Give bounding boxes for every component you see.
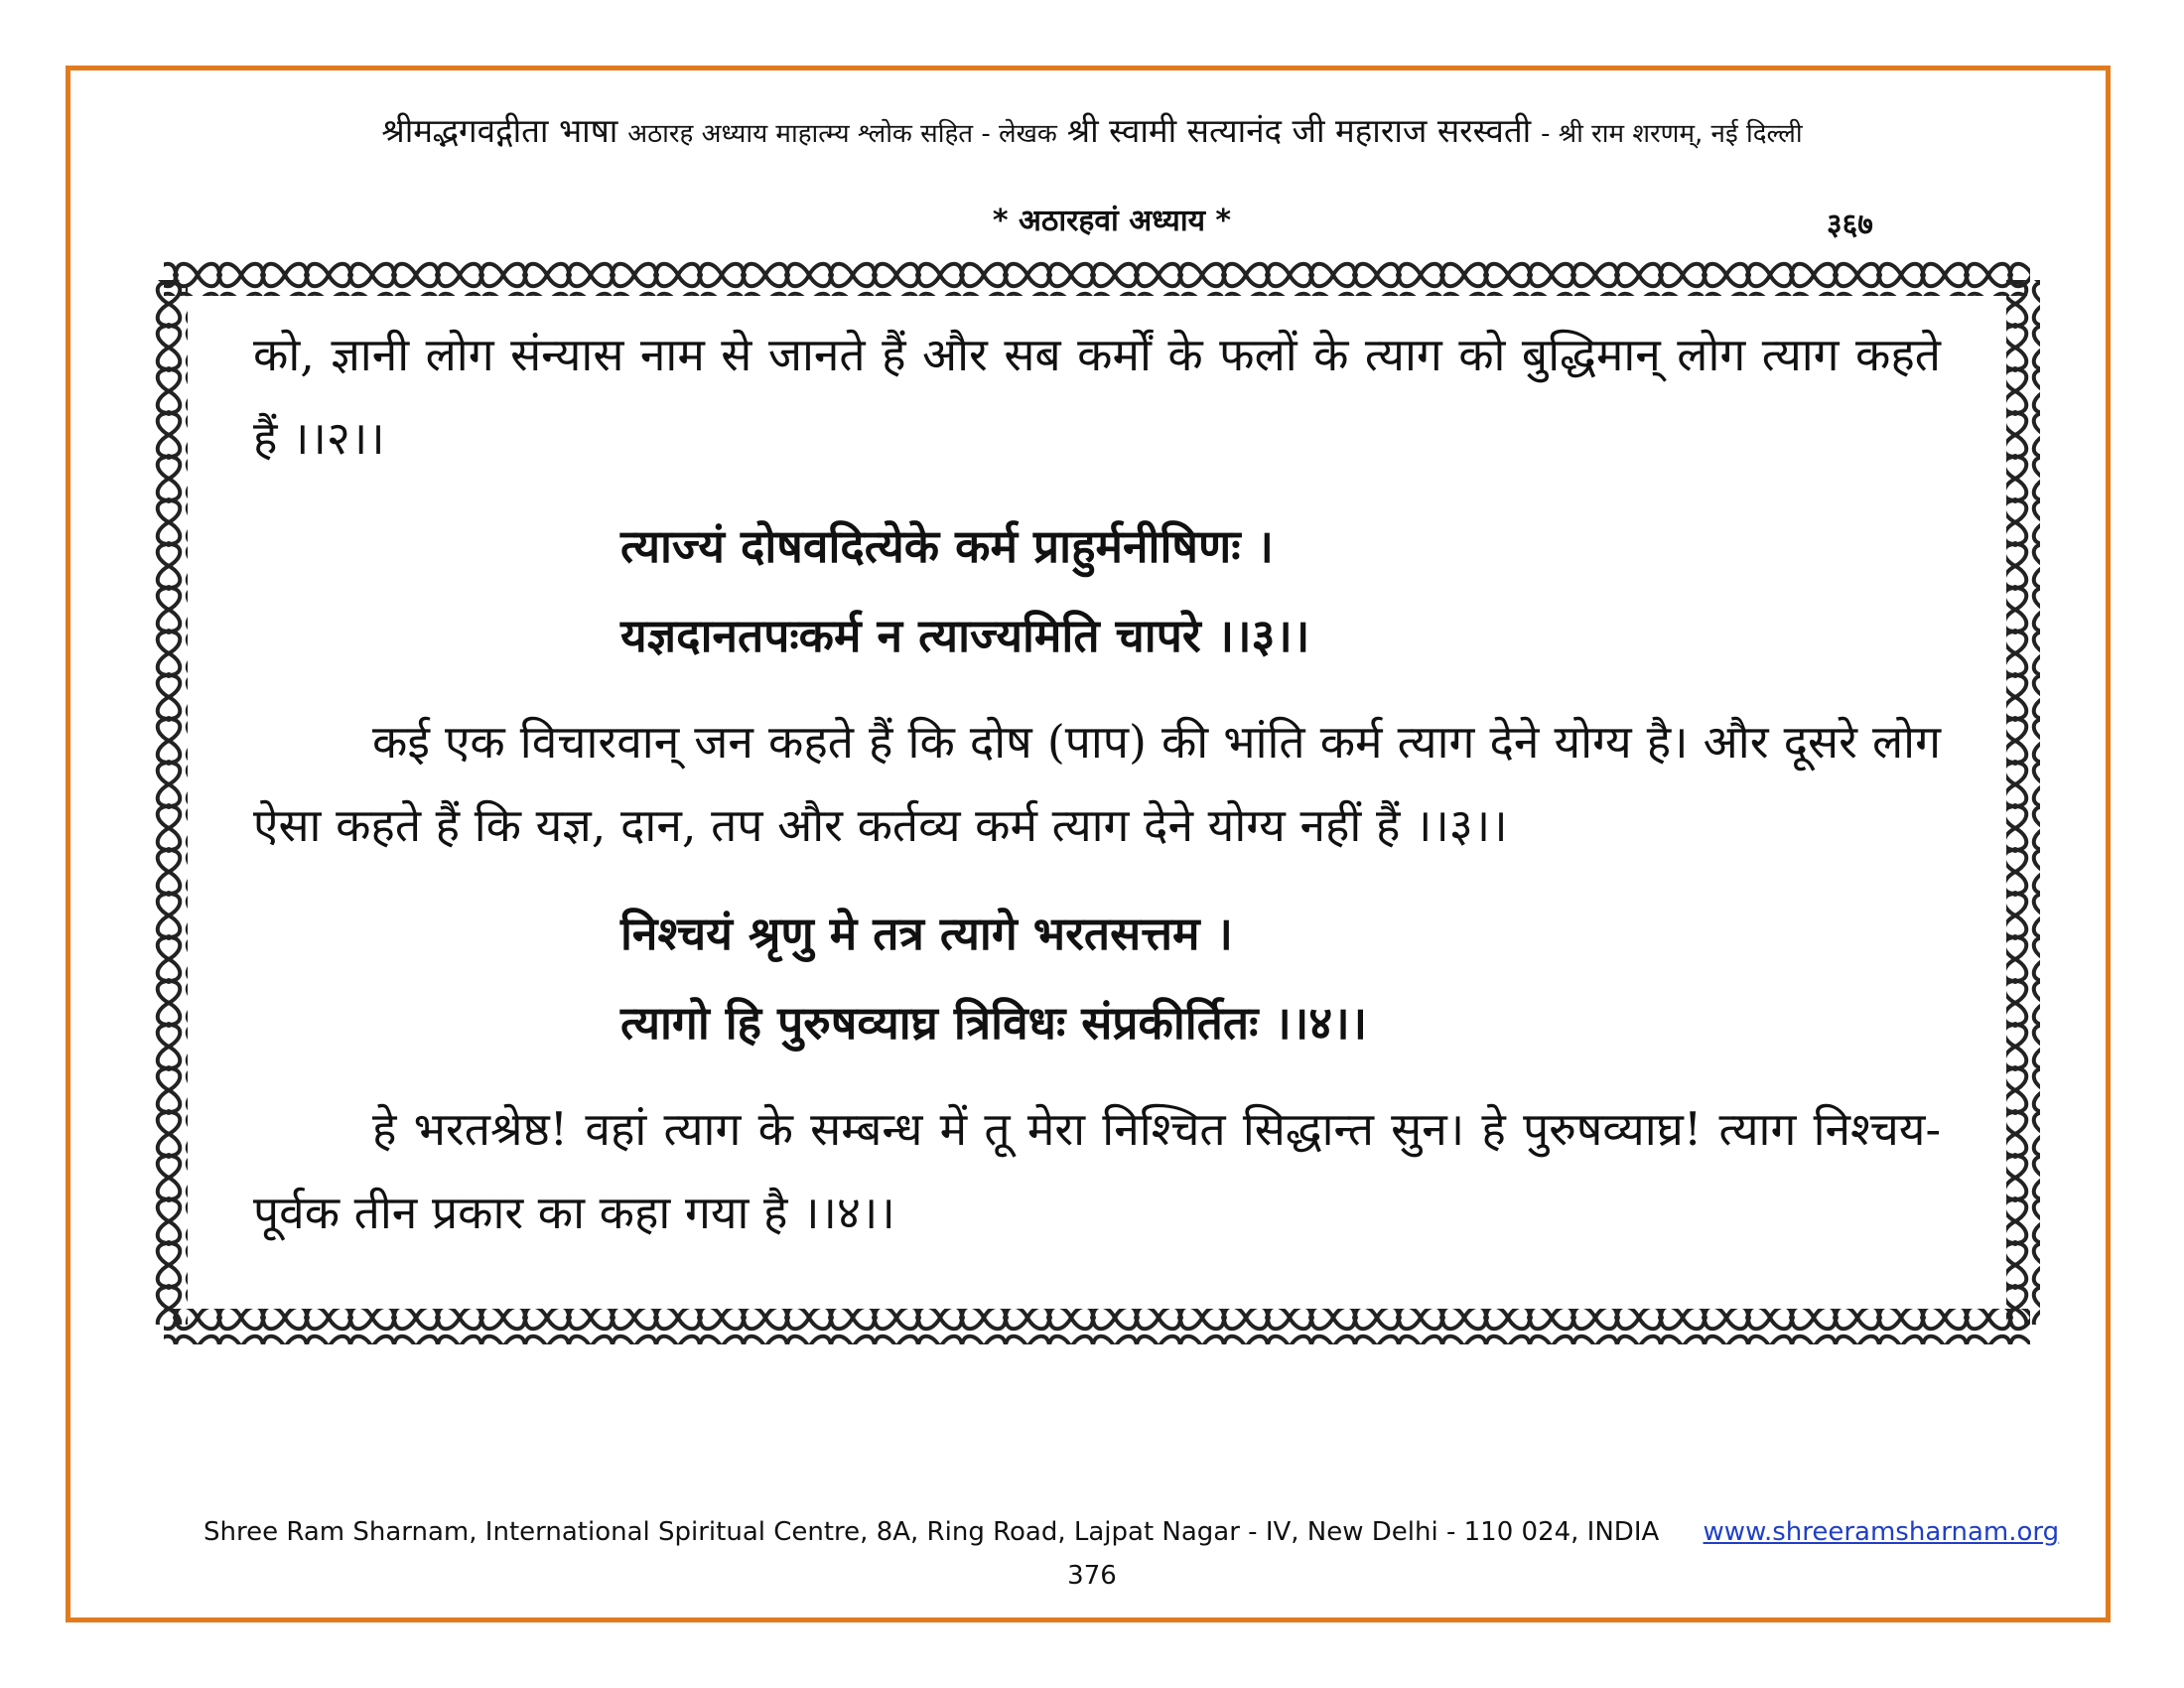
verse-4-line-1: निश्चयं श्रृणु मे तत्र त्यागे भरतसत्तम । bbox=[620, 907, 1233, 960]
verse-3 bbox=[620, 501, 1941, 680]
book-title: श्रीमद्भगवद्गीता भाषा bbox=[381, 111, 618, 150]
chapter-heading: * अठारहवां अध्याय * bbox=[992, 204, 1232, 238]
paragraph-translation-3: कई एक विचारवान् जन कहते हैं कि दोष (पाप) की भांति कर्म त्याग देने योग्य है। और दूसरे लोग ऐसा कहते हैं कि यज्ञ, दान, तप और कर्तव्य कर्म त्याग देने योग्य नहीं हैं ।।३।। bbox=[253, 715, 1941, 852]
page-content bbox=[253, 313, 1941, 1254]
footer bbox=[204, 1517, 2059, 1547]
paragraph-translation-4: हे भरतश्रेष्ठ! वहां त्याग के सम्बन्ध में तू मेरा निश्चित सिद्धान्त सुन। हे पुरुषव्याघ्र! त्याग निश्चय-पूर्वक तीन प्रकार का कहा गया है ।।४।। bbox=[253, 1102, 1941, 1239]
verse-3-line-1: त्याज्यं दोषवदित्येके कर्म प्राहुर्मनीषिणः । bbox=[620, 519, 1274, 573]
website-link[interactable]: www.shreeramsharnam.org bbox=[1703, 1517, 2060, 1547]
book-subtitle: अठारह अध्याय माहात्म्य श्लोक सहित - लेखक bbox=[627, 119, 1057, 149]
footer-page-number: 376 bbox=[1067, 1561, 1117, 1591]
book-page-number: ३६७ bbox=[1827, 208, 1873, 242]
publisher-name: - श्री राम शरणम्, नई दिल्ली bbox=[1541, 119, 1803, 149]
verse-4-line-2: त्यागो हि पुरुषव्याघ्र त्रिविधः संप्रकीर्तितः ।।४।। bbox=[620, 996, 1368, 1050]
footer-address: Shree Ram Sharnam, International Spiritual Centre, 8A, Ring Road, Lajpat Nagar - IV, New Delhi - 110 024, INDIA bbox=[204, 1517, 1660, 1547]
verse-4 bbox=[620, 889, 1941, 1067]
author-name: श्री स्वामी सत्यानंद जी महाराज सरस्वती bbox=[1066, 111, 1532, 150]
page-header bbox=[89, 107, 2095, 152]
paragraph-translation-2: को, ज्ञानी लोग संन्यास नाम से जानते हैं और सब कर्मों के फलों के त्याग को बुद्धिमान् लोग त्याग कहते हैं ।।२।। bbox=[253, 328, 1941, 465]
verse-3-line-2: यज्ञदानतपःकर्म न त्याज्यमिति चापरे ।।३।। bbox=[620, 609, 1310, 662]
